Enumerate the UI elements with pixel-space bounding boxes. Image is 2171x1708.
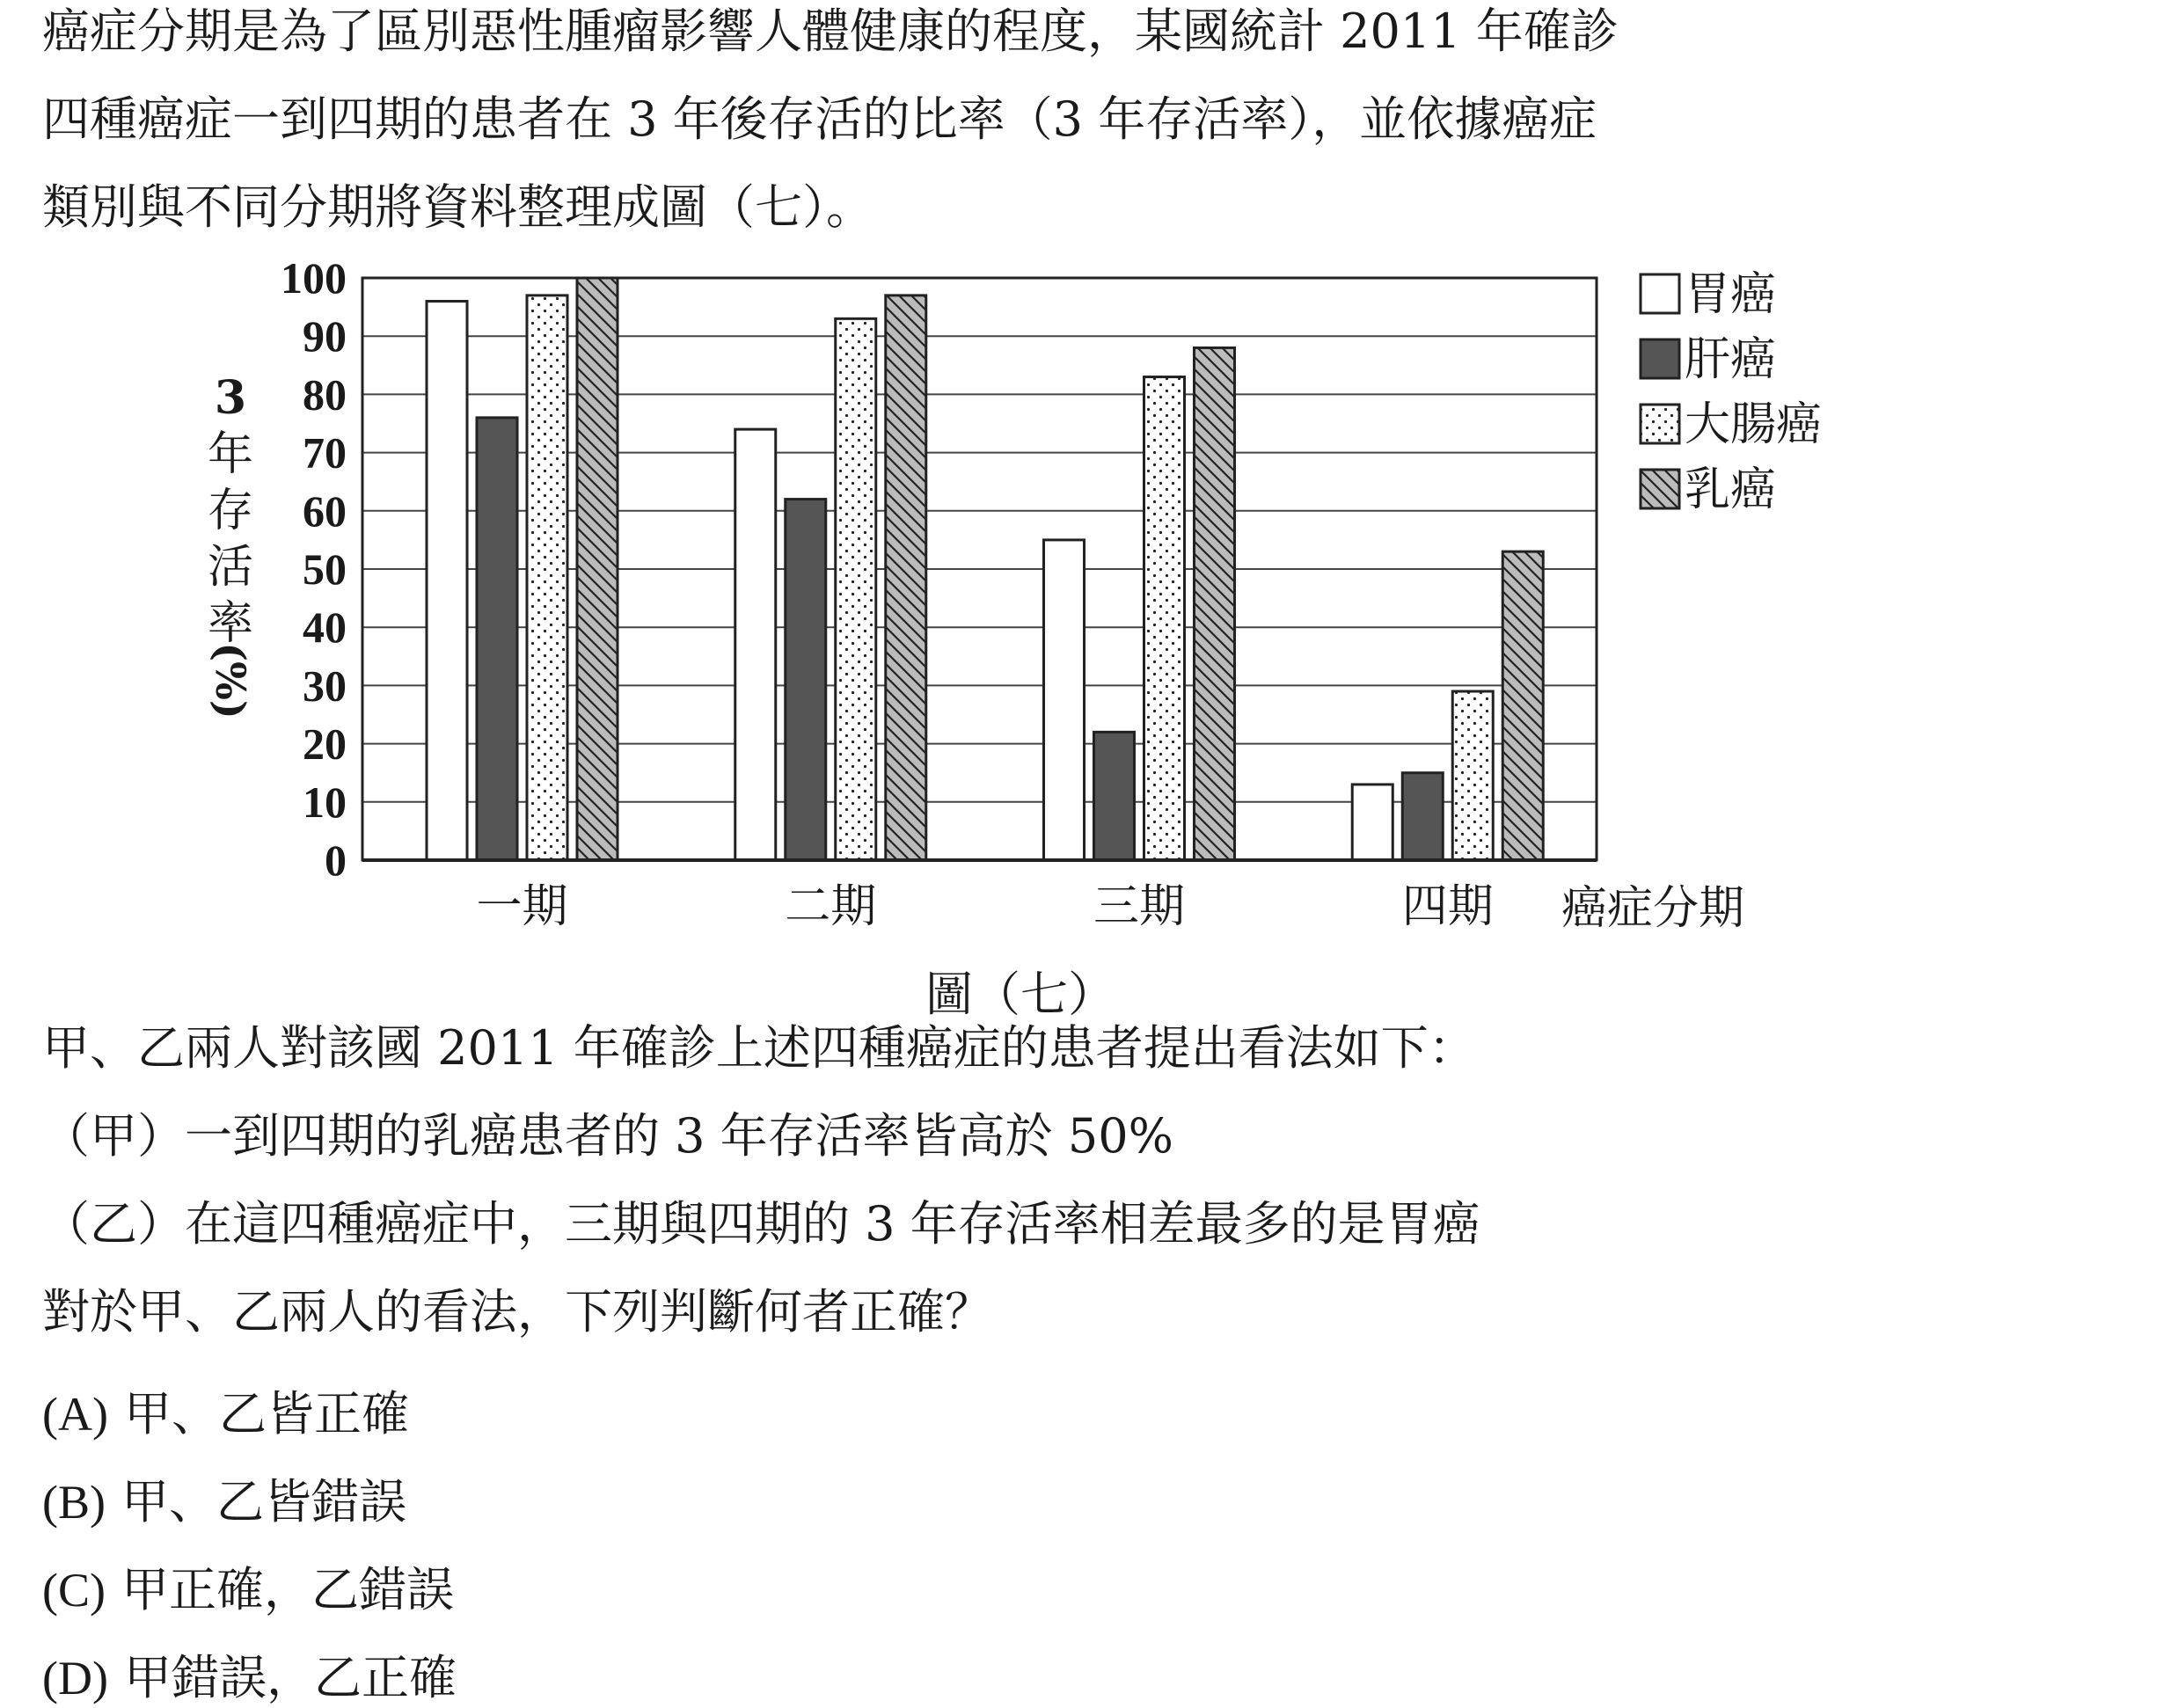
- legend-label: 胃癌: [1685, 268, 1777, 321]
- opinion-b: （乙）在這四種癌症中，三期與四期的 3 年存活率相差最多的是胃癌: [42, 1196, 1480, 1252]
- option-c-text: 甲正確，乙錯誤: [121, 1562, 454, 1617]
- legend-swatch: [1641, 274, 1679, 313]
- option-d-letter: (D): [42, 1652, 108, 1704]
- y-tick-label: 20: [303, 719, 347, 769]
- legend-label: 乳癌: [1685, 463, 1777, 516]
- bar-乳癌-一期: [577, 278, 618, 860]
- y-tick-label: 90: [303, 311, 347, 361]
- question-prompt: 對於甲、乙兩人的看法，下列判斷何者正確？: [42, 1284, 992, 1339]
- legend: [1641, 268, 1822, 516]
- y-tick-labels: [281, 253, 347, 885]
- legend-swatch: [1641, 405, 1679, 443]
- bar-乳癌-二期: [886, 296, 926, 860]
- bar-大腸癌-一期: [527, 296, 567, 860]
- y-axis-label-char: 活: [207, 541, 254, 594]
- legend-label: 大腸癌: [1685, 398, 1823, 451]
- y-axis-label: [207, 371, 254, 719]
- intro-line-1: 癌症分期是為了區別惡性腫瘤影響人體健康的程度，某國統計 2011 年確診: [42, 4, 1619, 59]
- bar-胃癌-四期: [1352, 785, 1393, 860]
- bar-胃癌-三期: [1044, 540, 1085, 860]
- intro-line-2: 四種癌症一到四期的患者在 3 年後存活的比率（3 年存活率），並依據癌症: [42, 91, 1597, 147]
- y-axis-label-char: 存: [207, 485, 254, 537]
- option-b[interactable]: [42, 1464, 406, 1532]
- y-axis-label-char: (%): [207, 642, 254, 719]
- y-tick-label: 10: [303, 777, 347, 827]
- x-category-labels: [476, 880, 1493, 933]
- bar-乳癌-四期: [1502, 551, 1543, 860]
- bar-肝癌-四期: [1402, 773, 1443, 860]
- bar-肝癌-一期: [477, 418, 517, 860]
- intro-line-3: 類別與不同分期將資料整理成圖（七）。: [42, 179, 874, 235]
- opinion-a: （甲）一到四期的乳癌患者的 3 年存活率皆高於 50%: [42, 1108, 1173, 1164]
- bar-胃癌-二期: [735, 429, 776, 860]
- bar-大腸癌-二期: [836, 318, 876, 860]
- bar-乳癌-三期: [1195, 347, 1235, 860]
- bar-肝癌-三期: [1094, 732, 1135, 860]
- option-a-text: 甲、乙皆正確: [123, 1386, 409, 1442]
- option-d-text: 甲錯誤，乙正確: [123, 1650, 457, 1705]
- bar-肝癌-二期: [786, 500, 826, 860]
- y-tick-label: 60: [303, 485, 347, 536]
- legend-swatch: [1641, 339, 1679, 378]
- option-d[interactable]: [42, 1640, 457, 1708]
- y-tick-label: 70: [303, 427, 347, 478]
- y-tick-label: 100: [281, 253, 347, 303]
- y-tick-label: 40: [303, 602, 347, 653]
- option-c[interactable]: [42, 1552, 454, 1620]
- y-tick-label: 30: [303, 661, 347, 711]
- legend-swatch: [1641, 470, 1679, 508]
- bar-大腸癌-四期: [1452, 691, 1493, 860]
- x-category-label: 一期: [476, 880, 568, 933]
- y-axis-label-char: 率: [207, 597, 254, 650]
- x-category-label: 三期: [1093, 880, 1186, 933]
- bar-胃癌-一期: [427, 301, 467, 860]
- x-category-label: 四期: [1401, 880, 1494, 933]
- figure-caption: 圖（七）: [925, 967, 1115, 1022]
- option-a[interactable]: [42, 1376, 409, 1444]
- y-axis-label-char: 3: [214, 371, 247, 425]
- option-b-letter: (B): [42, 1476, 106, 1529]
- y-tick-label: 50: [303, 544, 347, 594]
- option-b-text: 甲、乙皆錯誤: [121, 1474, 406, 1529]
- legend-label: 肝癌: [1685, 333, 1777, 386]
- y-tick-label: 80: [303, 369, 347, 420]
- option-a-letter: (A): [42, 1388, 108, 1441]
- option-c-letter: (C): [42, 1564, 106, 1617]
- bar-大腸癌-三期: [1144, 377, 1185, 860]
- y-axis-label-char: 年: [207, 428, 254, 481]
- question-statement: 甲、乙兩人對該國 2011 年確診上述四種癌症的患者提出看法如下：: [42, 1020, 1476, 1076]
- y-tick-label: 0: [325, 836, 347, 885]
- x-category-label: 二期: [785, 880, 877, 933]
- x-axis-label: 癌症分期: [1561, 882, 1745, 935]
